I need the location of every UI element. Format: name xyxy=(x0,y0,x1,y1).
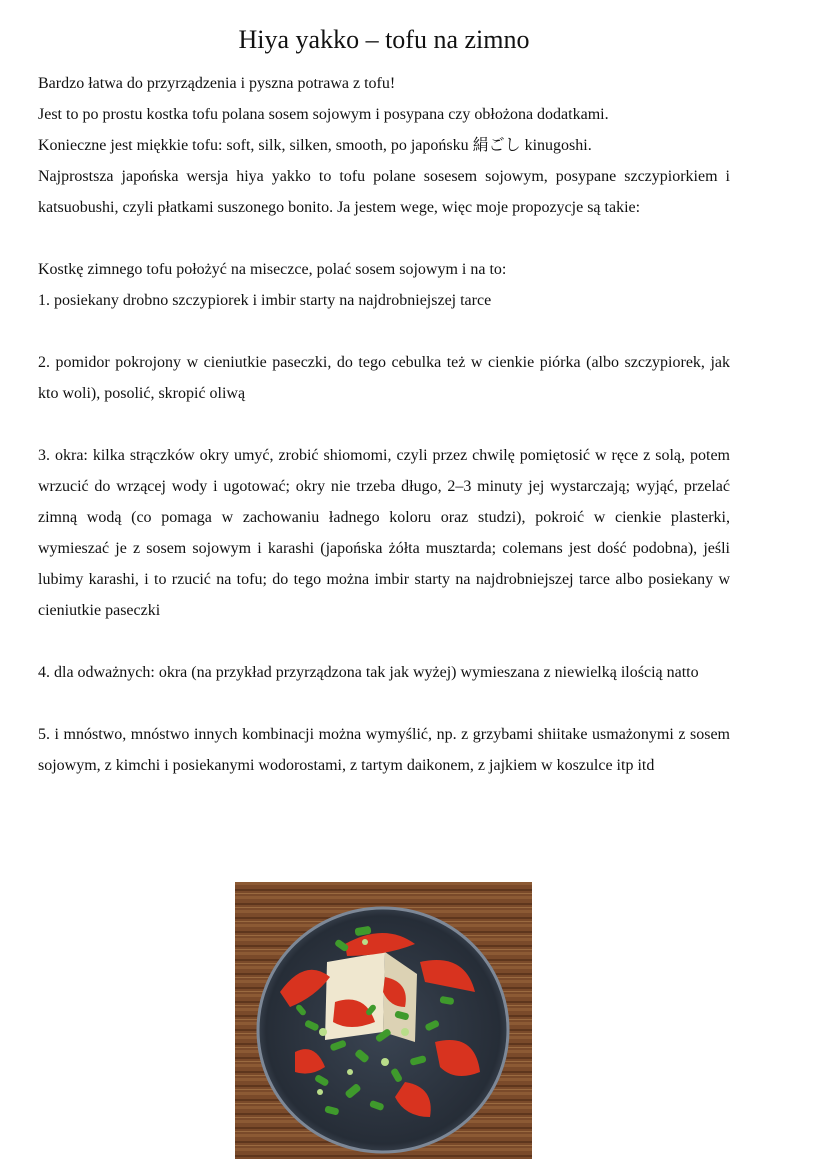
list-item-1: 1. posiekany drobno szczypiorek i imbir starty na najdrobniejszej tarce xyxy=(38,292,492,309)
list-item-4: 4. dla odważnych: okra (na przykład przyrządzona tak jak wyżej) wymieszana z niewielką ilością natto xyxy=(38,664,699,681)
instruction-line: Kostkę zimnego tofu położyć na miseczce, polać sosem sojowym i na to: xyxy=(38,261,507,278)
intro-line-2: Jest to po prostu kostka tofu polana sosem sojowym i posypana czy obłożona dodatkami. xyxy=(38,106,609,123)
list-item-5: 5. i mnóstwo, mnóstwo innych kombinacji można wymyślić, np. z grzybami shiitake usmażonymi z sosem sojowym, z kimchi i posiekanymi wodorostami, z tartym daikonem, z jajkiem w koszulce itp itd xyxy=(38,726,730,774)
photo-illustration xyxy=(235,882,532,1159)
page-title: Hiya yakko – tofu na zimno xyxy=(238,25,530,54)
tofu-dish-photo xyxy=(235,882,532,1159)
spacer xyxy=(38,223,730,254)
intro-paragraph: Najprostsza japońska wersja hiya yakko to tofu polane sosesem sojowym, posypane szczypiorkiem i katsuobushi, czyli płatkami suszonego bonito. Ja jestem wege, więc moje propozycje są takie: xyxy=(38,168,730,216)
list-item-2: 2. pomidor pokrojony w cieniutkie paseczki, do tego cebulka też w cienkie piórka (albo szczypiorek, jak kto woli), posolić, skropić oliwą xyxy=(38,354,730,402)
spacer xyxy=(38,626,730,657)
spacer xyxy=(38,316,730,347)
list-item-3: 3. okra: kilka strączków okry umyć, zrobić shiomomi, czyli przez chwilę pomiętosić w ręce z solą, potem wrzucić do wrzącej wody i ugotować; okry nie trzeba długo, 2–3 minuty jej wystarczają; wyjąć, przelać zimną wodą (co pomaga w zachowaniu ładnego koloru oraz studzi), pokroić w cienkie plasterki, wymieszać je z sosem sojowym i karashi (japońska żółta musztarda; colemans jest dość podobna), jeśli lubimy karashi, i to rzucić na tofu; do tego można imbir starty na najdrobniejszej tarce albo posiekany w cieniutkie paseczki xyxy=(38,447,730,619)
spacer xyxy=(38,688,730,719)
intro-line-1: Bardzo łatwa do przyrządzenia i pyszna potrawa z tofu! xyxy=(38,75,396,92)
spacer xyxy=(38,409,730,440)
document-page xyxy=(38,22,730,781)
intro-line-3: Konieczne jest miękkie tofu: soft, silk, silken, smooth, po japońsku 絹ごし kinugoshi. xyxy=(38,137,592,154)
